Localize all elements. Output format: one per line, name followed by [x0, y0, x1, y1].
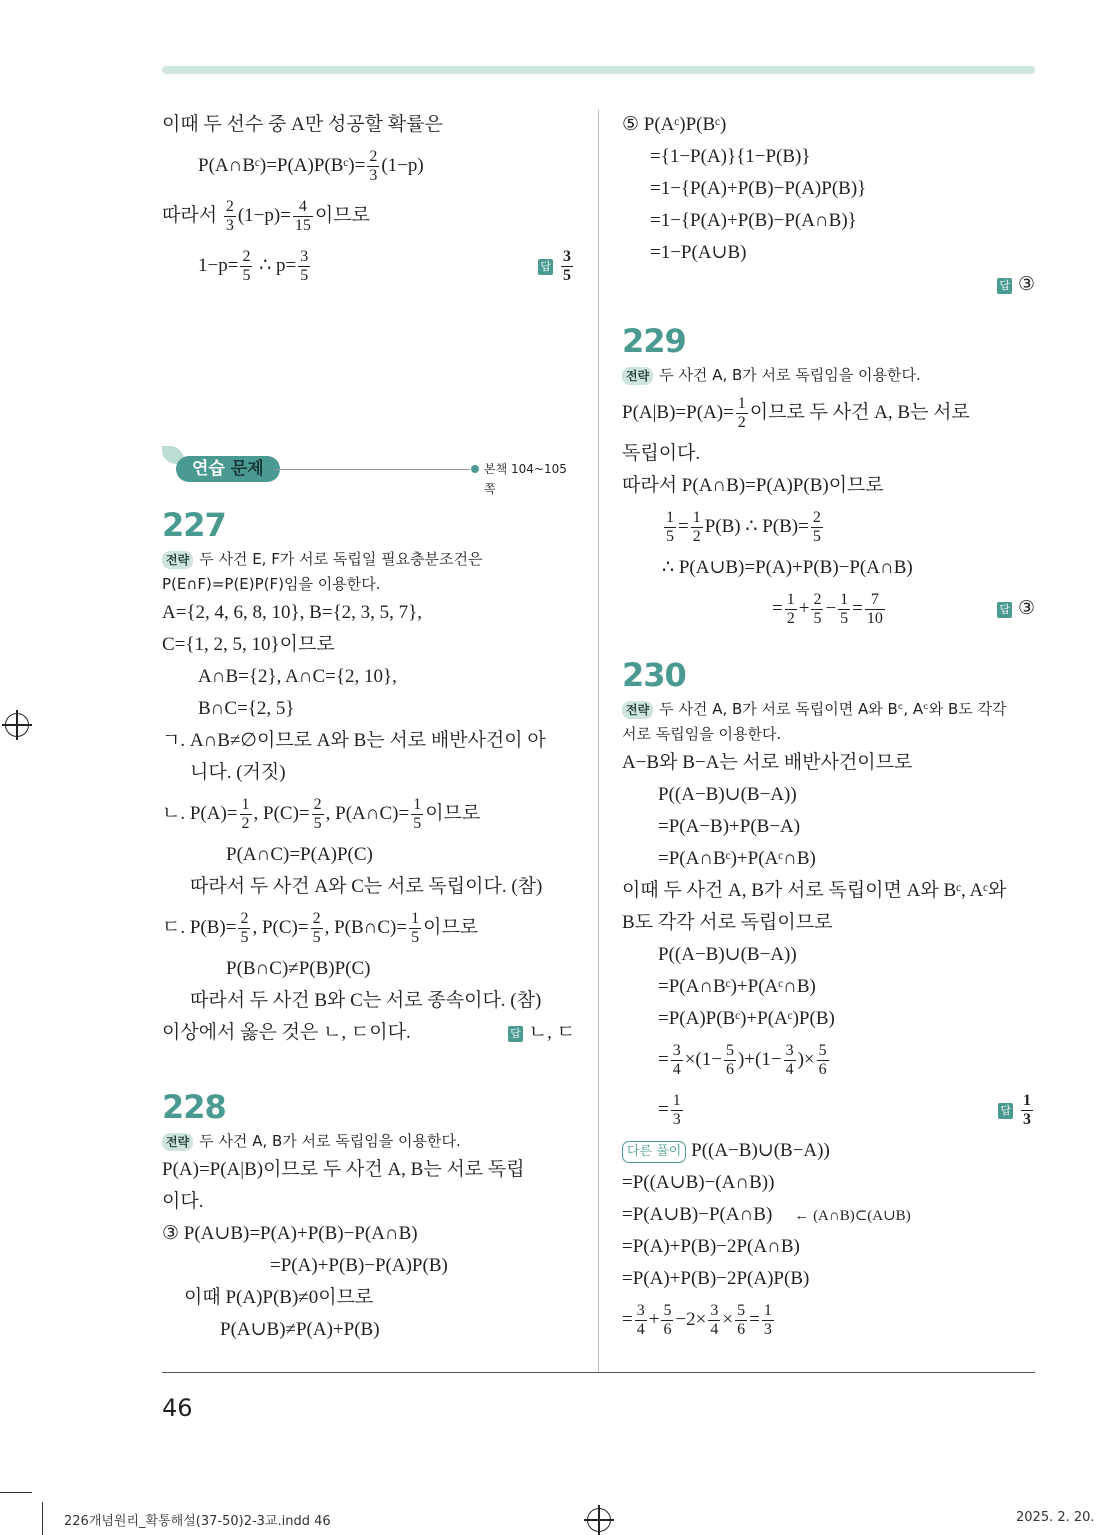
- solution-line: [622, 747, 1035, 779]
- solution-line: [162, 693, 575, 725]
- text-run: 이므로: [314, 205, 370, 226]
- text-run: P((A−B)∪(B−A)): [658, 784, 797, 805]
- solution-line: [162, 629, 575, 661]
- denominator: 5: [812, 528, 821, 546]
- text-run: ③ P(A∪B)=P(A)+P(B)−P(A∩B): [162, 1223, 418, 1244]
- fraction: [311, 910, 323, 947]
- text-run: P((A−B)∪(B−A)): [658, 944, 797, 965]
- text-run: =: [772, 598, 783, 619]
- answer: [997, 584, 1035, 634]
- fraction: [865, 591, 885, 628]
- solution-line: [622, 1085, 1035, 1135]
- text-run: =P(A∩Bᶜ)+P(Aᶜ∩B): [658, 976, 816, 997]
- fraction: [1021, 1092, 1033, 1129]
- bottom-rule: [162, 1372, 1035, 1373]
- denominator: 5: [563, 267, 571, 285]
- fraction: [293, 198, 313, 235]
- answer: [997, 269, 1035, 301]
- text-run: 이므로: [423, 917, 479, 938]
- denominator: 3: [672, 1111, 681, 1129]
- text-run: =P(A−B)+P(B−A): [658, 816, 801, 837]
- text-run: )×: [797, 1049, 815, 1070]
- denominator: 6: [725, 1061, 734, 1079]
- crop-mark: [42, 1502, 43, 1535]
- solution-line: [622, 552, 1035, 584]
- strategy-text: 두 사건 E, F가 서로 독립일 필요충분조건은: [199, 550, 483, 568]
- text-run: =: [852, 598, 863, 619]
- text-run: 이다.: [162, 1191, 204, 1212]
- strategy-text: 서로 독립임을 이용한다.: [622, 725, 782, 743]
- denominator: 3: [1023, 1111, 1031, 1129]
- text-run: P(A∩C)=P(A)P(C): [226, 844, 373, 865]
- numerator: 2: [813, 591, 822, 609]
- numerator: 1: [411, 910, 420, 928]
- answer-label: 답: [999, 278, 1010, 292]
- section-header: [162, 446, 575, 496]
- answer: [508, 1017, 575, 1049]
- fraction: [312, 796, 324, 833]
- text-run: 니다. (거짓): [190, 762, 286, 783]
- fraction: [635, 1302, 647, 1339]
- numerator: 3: [785, 1042, 794, 1060]
- denominator: 2: [786, 610, 795, 628]
- numerator: 1: [786, 591, 795, 609]
- solution-line: [162, 141, 575, 191]
- strategy-text: 두 사건 A, B가 서로 독립임을 이용한다.: [659, 366, 921, 384]
- text-run: =P(A)P(Bᶜ)+P(Aᶜ)P(B): [658, 1008, 835, 1029]
- solution-line: [622, 237, 1035, 269]
- text-run: ㄱ. A∩B≠∅이므로 A와 B는 서로 배반사건이 아: [162, 730, 546, 751]
- solution-line: [622, 1167, 1035, 1199]
- numerator: 5: [818, 1042, 827, 1060]
- denominator: 5: [240, 929, 249, 947]
- text-run: P(A)=P(A|B)이므로 두 사건 A, B는 서로 독립: [162, 1159, 525, 1180]
- solution-line: [162, 953, 575, 985]
- solution-line: [622, 502, 1035, 552]
- numerator: 5: [737, 1302, 746, 1320]
- numerator: 1: [737, 395, 746, 413]
- solution-line: [162, 109, 575, 141]
- solution-line: [162, 789, 575, 839]
- strategy-line: [622, 722, 1035, 747]
- alternative-solution-tag: 다른 풀이: [622, 1141, 686, 1163]
- problem-229: [622, 319, 1035, 634]
- numerator: 1: [413, 796, 422, 814]
- denominator: 5: [313, 815, 322, 833]
- solution-line: [162, 1017, 575, 1049]
- fraction: [240, 796, 252, 833]
- solution-line: [622, 939, 1035, 971]
- top-decorative-bar: [162, 66, 1035, 74]
- fraction: [785, 591, 797, 628]
- text-run: (1−p)=: [237, 205, 291, 226]
- fraction: [724, 1042, 736, 1079]
- text-run: 따라서 P(A∩B)=P(A)P(B)이므로: [622, 475, 884, 496]
- problem-230: [622, 653, 1035, 1345]
- solution-line: [162, 725, 575, 757]
- fraction: [561, 248, 573, 285]
- denominator: 3: [763, 1321, 772, 1339]
- numerator: 1: [840, 591, 849, 609]
- section-label-b: 문제: [230, 459, 264, 479]
- answer-label: 답: [1000, 1103, 1011, 1117]
- footer-date: 2025. 2. 20.: [1016, 1510, 1095, 1525]
- strategy-tag: 전략: [162, 1133, 193, 1151]
- denominator: 2: [241, 815, 250, 833]
- text-run: ㄴ, ㄷ: [528, 1022, 575, 1043]
- text-run: =1−{P(A)+P(B)−P(A∩B)}: [650, 210, 857, 231]
- solution-line: [622, 438, 1035, 470]
- text-run: ∴ P(A∪B)=P(A)+P(B)−P(A∩B): [662, 557, 913, 578]
- solution-line: [162, 661, 575, 693]
- text-run: , P(A∩C)=: [325, 803, 410, 824]
- problem-number: 229: [622, 322, 686, 360]
- registration-mark-icon: [587, 1508, 611, 1532]
- text-run: 따라서: [162, 205, 222, 226]
- numerator: 2: [812, 509, 821, 527]
- denominator: 5: [300, 267, 309, 285]
- numerator: 3: [563, 248, 571, 266]
- denominator: 5: [840, 610, 849, 628]
- text-run: =P((A∪B)−(A∩B)): [622, 1172, 775, 1193]
- fraction: [811, 591, 823, 628]
- text-run: =: [678, 516, 689, 537]
- solution-line: [162, 1250, 575, 1282]
- numerator: 1: [763, 1302, 772, 1320]
- text-run: B∩C={2, 5}: [198, 698, 295, 719]
- numerator: 7: [865, 591, 885, 610]
- numerator: 2: [369, 148, 378, 166]
- text-run: =P(A)+P(B)−P(A)P(B): [270, 1255, 448, 1276]
- solution-body: [622, 747, 1035, 1345]
- text-run: ㄴ. P(A)=: [162, 803, 238, 824]
- text-run: ⑤ P(Aᶜ)P(Bᶜ): [622, 114, 727, 135]
- text-run: A−B와 B−A는 서로 배반사건이므로: [622, 752, 913, 773]
- textbook-page-ref: 본책 104~105쪽: [484, 462, 567, 496]
- answer-label: 답: [999, 602, 1010, 616]
- text-run: 이때 두 선수 중 A만 성공할 확률은: [162, 114, 443, 135]
- solution-line: [622, 269, 1035, 301]
- text-run: 이상에서 옳은 것은 ㄴ, ㄷ이다.: [162, 1022, 411, 1043]
- solution-line: [622, 584, 1035, 634]
- text-run: =1−{P(A)+P(B)−P(A)P(B)}: [650, 178, 867, 199]
- solution-body: [622, 388, 1035, 634]
- section-title-pill: [176, 456, 280, 482]
- registration-mark-icon: [5, 713, 29, 737]
- solution-line: [162, 597, 575, 629]
- denominator: 2: [737, 414, 746, 432]
- text-run: −2×: [675, 1309, 707, 1330]
- fraction: [671, 1042, 683, 1079]
- denominator: 3: [369, 167, 378, 185]
- strategy-tag: 전략: [622, 701, 653, 719]
- text-run: 이때 P(A)P(B)≠0이므로: [184, 1287, 374, 1308]
- solution-line: [622, 173, 1035, 205]
- solution-line: [622, 1199, 1035, 1231]
- numerator: 1: [241, 796, 250, 814]
- denominator: 5: [413, 815, 422, 833]
- numerator: 3: [710, 1302, 719, 1320]
- numerator: 3: [300, 248, 309, 266]
- text-run: =: [658, 1099, 669, 1120]
- denominator: 5: [666, 528, 674, 546]
- fraction: [838, 591, 850, 628]
- text-run: =: [622, 1309, 633, 1330]
- text-run: ×(1−: [684, 1049, 722, 1070]
- text-run: ③: [1017, 274, 1035, 295]
- solution-line: [622, 779, 1035, 811]
- denominator: 5: [312, 929, 321, 947]
- text-run: 따라서 두 사건 A와 C는 서로 독립이다. (참): [190, 876, 543, 897]
- left-intro-solution: [162, 109, 575, 291]
- solution-line: [622, 1295, 1035, 1345]
- solution-line: [622, 1003, 1035, 1035]
- fraction: [224, 198, 236, 235]
- solution-line: [162, 903, 575, 953]
- numerator: 1: [666, 509, 674, 527]
- solution-body: [162, 1154, 575, 1346]
- solution-line: [162, 1314, 575, 1346]
- text-run: ×: [722, 1309, 734, 1330]
- strategy-line: [622, 363, 1035, 388]
- text-run: 따라서 두 사건 B와 C는 서로 종속이다. (참): [190, 990, 542, 1011]
- fraction: [671, 1092, 683, 1129]
- text-run: =: [749, 1309, 760, 1330]
- denominator: 3: [225, 217, 234, 235]
- strategy-line: [162, 572, 575, 597]
- text-run: A∩B={2}, A∩C={2, 10},: [198, 666, 397, 687]
- numerator: 4: [293, 198, 313, 217]
- answer-label: 답: [540, 259, 551, 273]
- fraction: [367, 148, 379, 185]
- fraction: [240, 248, 252, 285]
- column-divider: [598, 110, 599, 1372]
- solution-line: [162, 191, 575, 241]
- text-run: , P(C)=: [252, 917, 309, 938]
- numerator: 1: [672, 1092, 681, 1110]
- solution-line: [622, 205, 1035, 237]
- problem-227: [162, 503, 575, 1049]
- numerator: 3: [636, 1302, 645, 1320]
- text-run: ∴ p=: [254, 255, 297, 276]
- fraction: [238, 910, 250, 947]
- numerator: 2: [242, 248, 251, 266]
- solution-line: [162, 871, 575, 903]
- solution-line: [162, 241, 575, 291]
- text-run: =P(A∪B)−P(A∩B): [622, 1204, 773, 1225]
- solution-line: [622, 843, 1035, 875]
- denominator: 5: [411, 929, 420, 947]
- side-note: ← (A∩B)⊂(A∪B): [794, 1208, 911, 1224]
- text-run: C={1, 2, 5, 10}이므로: [162, 634, 335, 655]
- strategy-tag: 전략: [162, 551, 193, 569]
- solution-line: [622, 1263, 1035, 1295]
- text-run: 이므로 두 사건 A, B는 서로: [749, 402, 970, 423]
- strategy-text: 두 사건 A, B가 서로 독립이면 A와 Bᶜ, Aᶜ와 B도 각각: [659, 700, 1007, 718]
- numerator: 1: [692, 509, 701, 527]
- denominator: 5: [242, 267, 251, 285]
- text-run: )+(1−: [737, 1049, 782, 1070]
- denominator: 6: [663, 1321, 672, 1339]
- fraction: [409, 910, 421, 947]
- right-intro-solution: [622, 109, 1035, 301]
- solution-line: [162, 985, 575, 1017]
- fraction: [811, 509, 823, 546]
- numerator: 2: [312, 910, 321, 928]
- text-run: A={2, 4, 6, 8, 10}, B={2, 3, 5, 7},: [162, 602, 423, 623]
- numerator: 2: [225, 198, 234, 216]
- text-run: +: [798, 598, 810, 619]
- answer-label: 답: [510, 1026, 521, 1040]
- solution-line: [622, 1135, 1035, 1167]
- crop-mark: [0, 1492, 32, 1493]
- text-run: (1−p): [381, 155, 424, 176]
- solution-line: [162, 1282, 575, 1314]
- bullet-dot-icon: [471, 465, 479, 473]
- problem-number: 227: [162, 506, 226, 544]
- denominator: 6: [818, 1061, 827, 1079]
- text-run: P(B) ∴ P(B)=: [704, 516, 809, 537]
- text-run: P(A∩Bᶜ)=P(A)P(Bᶜ)=: [198, 155, 366, 176]
- fraction: [735, 1302, 747, 1339]
- answer: [538, 241, 575, 291]
- solution-line: [162, 839, 575, 871]
- denominator: 10: [866, 610, 883, 628]
- numerator: 1: [1023, 1092, 1031, 1110]
- denominator: 2: [692, 528, 701, 546]
- problem-number: 228: [162, 1088, 226, 1126]
- fraction: [736, 395, 748, 432]
- text-run: =P(A∩Bᶜ)+P(Aᶜ∩B): [658, 848, 816, 869]
- solution-line: [622, 109, 1035, 141]
- solution-line: [622, 875, 1035, 907]
- text-run: , P(C)=: [253, 803, 310, 824]
- text-run: =P(A)+P(B)−2P(A)P(B): [622, 1268, 810, 1289]
- solution-line: [162, 1186, 575, 1218]
- solution-line: [622, 971, 1035, 1003]
- text-run: ={1−P(A)}{1−P(B)}: [650, 146, 811, 167]
- fraction: [762, 1302, 774, 1339]
- numerator: 2: [313, 796, 322, 814]
- solution-line: [622, 1231, 1035, 1263]
- strategy-tag: 전략: [622, 367, 653, 385]
- strategy-line: [162, 1129, 575, 1154]
- answer: [998, 1085, 1035, 1135]
- strategy-line: [162, 547, 575, 572]
- text-run: 1−p=: [198, 255, 239, 276]
- fraction: [708, 1302, 720, 1339]
- solution-line: [162, 757, 575, 789]
- text-run: P(B∩C)≠P(B)P(C): [226, 958, 371, 979]
- text-run: P(A∪B)≠P(A)+P(B): [220, 1319, 380, 1340]
- text-run: 독립이다.: [622, 443, 701, 464]
- denominator: 4: [636, 1321, 645, 1339]
- strategy-line: [622, 697, 1035, 722]
- section-label-a: 연습: [192, 459, 225, 479]
- numerator: 3: [672, 1042, 681, 1060]
- problem-number: 230: [622, 656, 686, 694]
- denominator: 6: [737, 1321, 746, 1339]
- text-run: 이때 두 사건 A, B가 서로 독립이면 A와 Bᶜ, Aᶜ와: [622, 880, 1007, 901]
- denominator: 4: [710, 1321, 719, 1339]
- text-run: P((A−B)∪(B−A)): [686, 1140, 830, 1161]
- fraction: [661, 1302, 673, 1339]
- text-run: ㄷ. P(B)=: [162, 917, 237, 938]
- fraction: [664, 509, 676, 546]
- page-number: 46: [162, 1394, 193, 1422]
- numerator: 5: [725, 1042, 734, 1060]
- numerator: 2: [240, 910, 249, 928]
- denominator: 4: [672, 1061, 681, 1079]
- numerator: 5: [663, 1302, 672, 1320]
- text-run: P(A|B)=P(A)=: [622, 402, 734, 423]
- solution-line: [622, 141, 1035, 173]
- text-run: =1−P(A∪B): [650, 242, 747, 263]
- text-run: =: [658, 1049, 669, 1070]
- footer-file-name: 226개념원리_확통해설(37-50)2-3교.indd 46: [64, 1514, 331, 1529]
- strategy-text: P(E∩F)=P(E)P(F)임을 이용한다.: [162, 575, 381, 593]
- solution-body: [162, 597, 575, 1049]
- denominator: 4: [785, 1061, 794, 1079]
- fraction: [784, 1042, 796, 1079]
- fraction: [298, 248, 310, 285]
- solution-line: [162, 1154, 575, 1186]
- text-run: , P(B∩C)=: [324, 917, 408, 938]
- fraction: [817, 1042, 829, 1079]
- fraction: [411, 796, 423, 833]
- text-run: 이므로: [425, 803, 481, 824]
- solution-line: [622, 470, 1035, 502]
- text-run: ③: [1017, 598, 1035, 619]
- solution-line: [162, 1218, 575, 1250]
- denominator: 5: [813, 610, 822, 628]
- text-run: −: [825, 598, 837, 619]
- solution-line: [622, 907, 1035, 939]
- solution-line: [622, 1035, 1035, 1085]
- section-rule: [274, 469, 470, 470]
- text-run: +: [648, 1309, 660, 1330]
- problem-228: [162, 1085, 575, 1346]
- text-run: B도 각각 서로 독립이므로: [622, 912, 833, 933]
- fraction: [691, 509, 703, 546]
- denominator: 15: [294, 217, 311, 235]
- text-run: =P(A)+P(B)−2P(A∩B): [622, 1236, 800, 1257]
- strategy-text: 두 사건 A, B가 서로 독립임을 이용한다.: [199, 1132, 461, 1150]
- solution-line: [622, 388, 1035, 438]
- solution-line: [622, 811, 1035, 843]
